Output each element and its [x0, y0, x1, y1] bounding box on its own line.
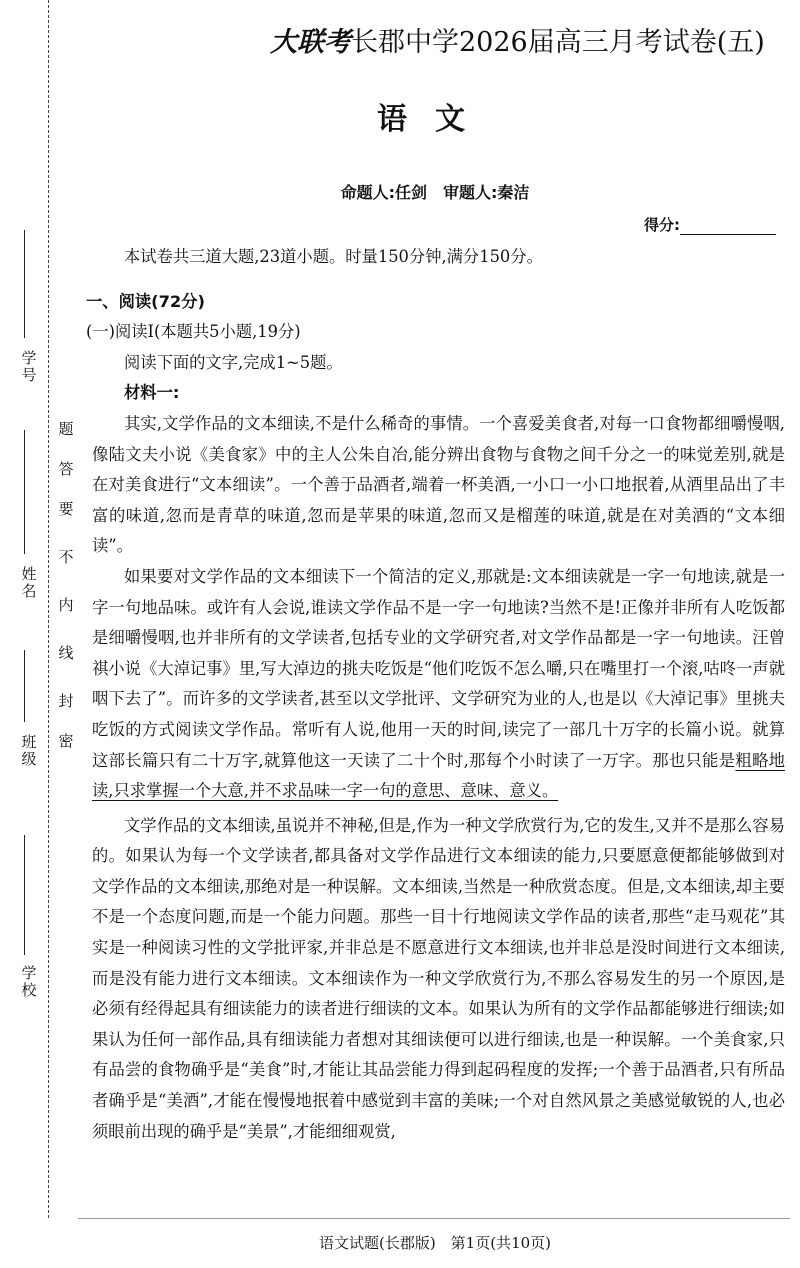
exam-body — [86, 242, 785, 1147]
class-label: 班 级 — [21, 733, 37, 768]
exam-title — [270, 20, 765, 59]
paragraph-2-text: 如果要对文学作品的文本细读下一个简洁的定义,那就是:文本细读就是一字一句地读,就是一字一句地品味。或许有人会说,谁读文学作品不是一字一句地读?当然不是!正像并非所有人吃饭都是细嚼慢咽,也并非所有的文学读者,包括专业的文学研究者,对文学作品都是一字一句地读。汪曾祺小说《大淖记事》里,写大淖边的挑夫吃饭是“他们吃饭不怎么嚼,只在嘴里打一个滚,咕咚一声就咽下去了”。而许多的文学读者,甚至以文学批评、文学研究为业的人,也是以《大淖记事》里挑夫吃饭的方式阅读文学作品。常听有人说,他用一天的时间,读完了一部几十万字的长篇小说。就算这部长篇只有二十万字,就算他这一天读了二十个时,那每个小时读了一万字。那也只能是 — [92, 566, 785, 770]
section-heading: 一、阅读(72分) — [86, 291, 205, 311]
student-id-line — [24, 230, 25, 338]
name-line — [24, 430, 25, 554]
subject-title: 语文 — [377, 102, 493, 137]
seal-char: 内 — [58, 596, 74, 614]
paragraph-2-underlined: 粗略地读,只求掌握一个大意,并不求品味一字一句的意思、意味、意义。 — [92, 750, 785, 801]
seal-char: 要 — [58, 500, 74, 518]
seal-char: 封 — [58, 692, 74, 710]
score-blank — [680, 220, 776, 235]
score-label: 得分: — [644, 216, 680, 234]
paragraph-3: 文学作品的文本细读,虽说并不神秘,但是,作为一种文学欣赏行为,它的发生,又并不是那么容易的。如果认为每一个文学读者,都具备对文学作品进行文本细读的能力,只要愿意便都能够做到对文学作品的文本细读,那绝对是一种误解。文本细读,当然是一种欣赏态度。但是,文本细读,却主要不是一个态度问题,而是一个能力问题。那些一目十行地阅读文学作品的读者,那些“走马观花”其实是一种阅读习性的文学批评家,并非总是不愿意进行文本细读,也并非总是没时间进行文本细读,而是没有能力进行文本细读。文本细读作为一种文学欣赏行为,不那么容易发生的另一个原因,是必须有经得起具有细读能力的读者进行细读的文本。如果认为所有的文学作品都能够进行细读;如果认为任何一部作品,具有细读能力者想对其细读便可以进行细读,也是一种误解。一个美食家,只有品尝的食物确乎是“美食”时,才能让其品尝能力得到起码程度的发挥;一个善于品酒者,只有所品者确乎是“美酒”,才能在慢慢地抿着中感觉到丰富的美味;一个对自然风景之美感觉敏锐的人,也必须眼前出现的确乎是“美景”,才能细细观赏, — [92, 815, 785, 1141]
footer-rule — [78, 1218, 790, 1219]
paragraph-1: 其实,文学作品的文本细读,不是什么稀奇的事情。一个喜爱美食者,对每一口食物都细嚼慢咽,像陆文夫小说《美食家》中的主人公朱自冶,能分辨出食物与食物之间千分之一的味觉差别,就是在对美食进行“文本细读”。一个善于品酒者,端着一杯美酒,一小口一小口地抿着,从酒里品出了丰富的味道,忽而是青草的味道,忽而是苹果的味道,忽而又是榴莲的味道,就是在对美酒的“文本细读”。 — [92, 413, 785, 556]
name-label: 姓 名 — [21, 565, 37, 600]
material-label: 材料一: — [124, 383, 180, 403]
seal-char: 不 — [58, 548, 74, 566]
instruction-text: 阅读下面的文字,完成1~5题。 — [124, 352, 343, 372]
class-line — [24, 650, 25, 722]
brand-logo-text: 大联考 — [270, 27, 351, 58]
seal-char: 线 — [58, 644, 74, 662]
intro-text: 本试卷共三道大题,23道小题。时量150分钟,满分150分。 — [124, 247, 543, 266]
score-field — [644, 214, 776, 235]
paragraph-2 — [92, 562, 785, 807]
school-line — [24, 835, 25, 955]
seal-char: 题 — [58, 420, 74, 438]
authors-line: 命题人:任剑 审题人:秦洁 — [340, 183, 530, 202]
page-footer: 语文试题(长郡版) 第1页(共10页) — [318, 1234, 552, 1252]
seal-char: 答 — [58, 460, 74, 478]
student-id-label: 学 号 — [21, 349, 37, 384]
seal-char: 密 — [58, 732, 74, 750]
subsection-heading: (一)阅读Ⅰ(本题共5小题,19分) — [86, 322, 301, 342]
school-label: 学 校 — [21, 964, 37, 999]
exam-title-text: 长郡中学2026届高三月考试卷(五) — [351, 27, 765, 58]
